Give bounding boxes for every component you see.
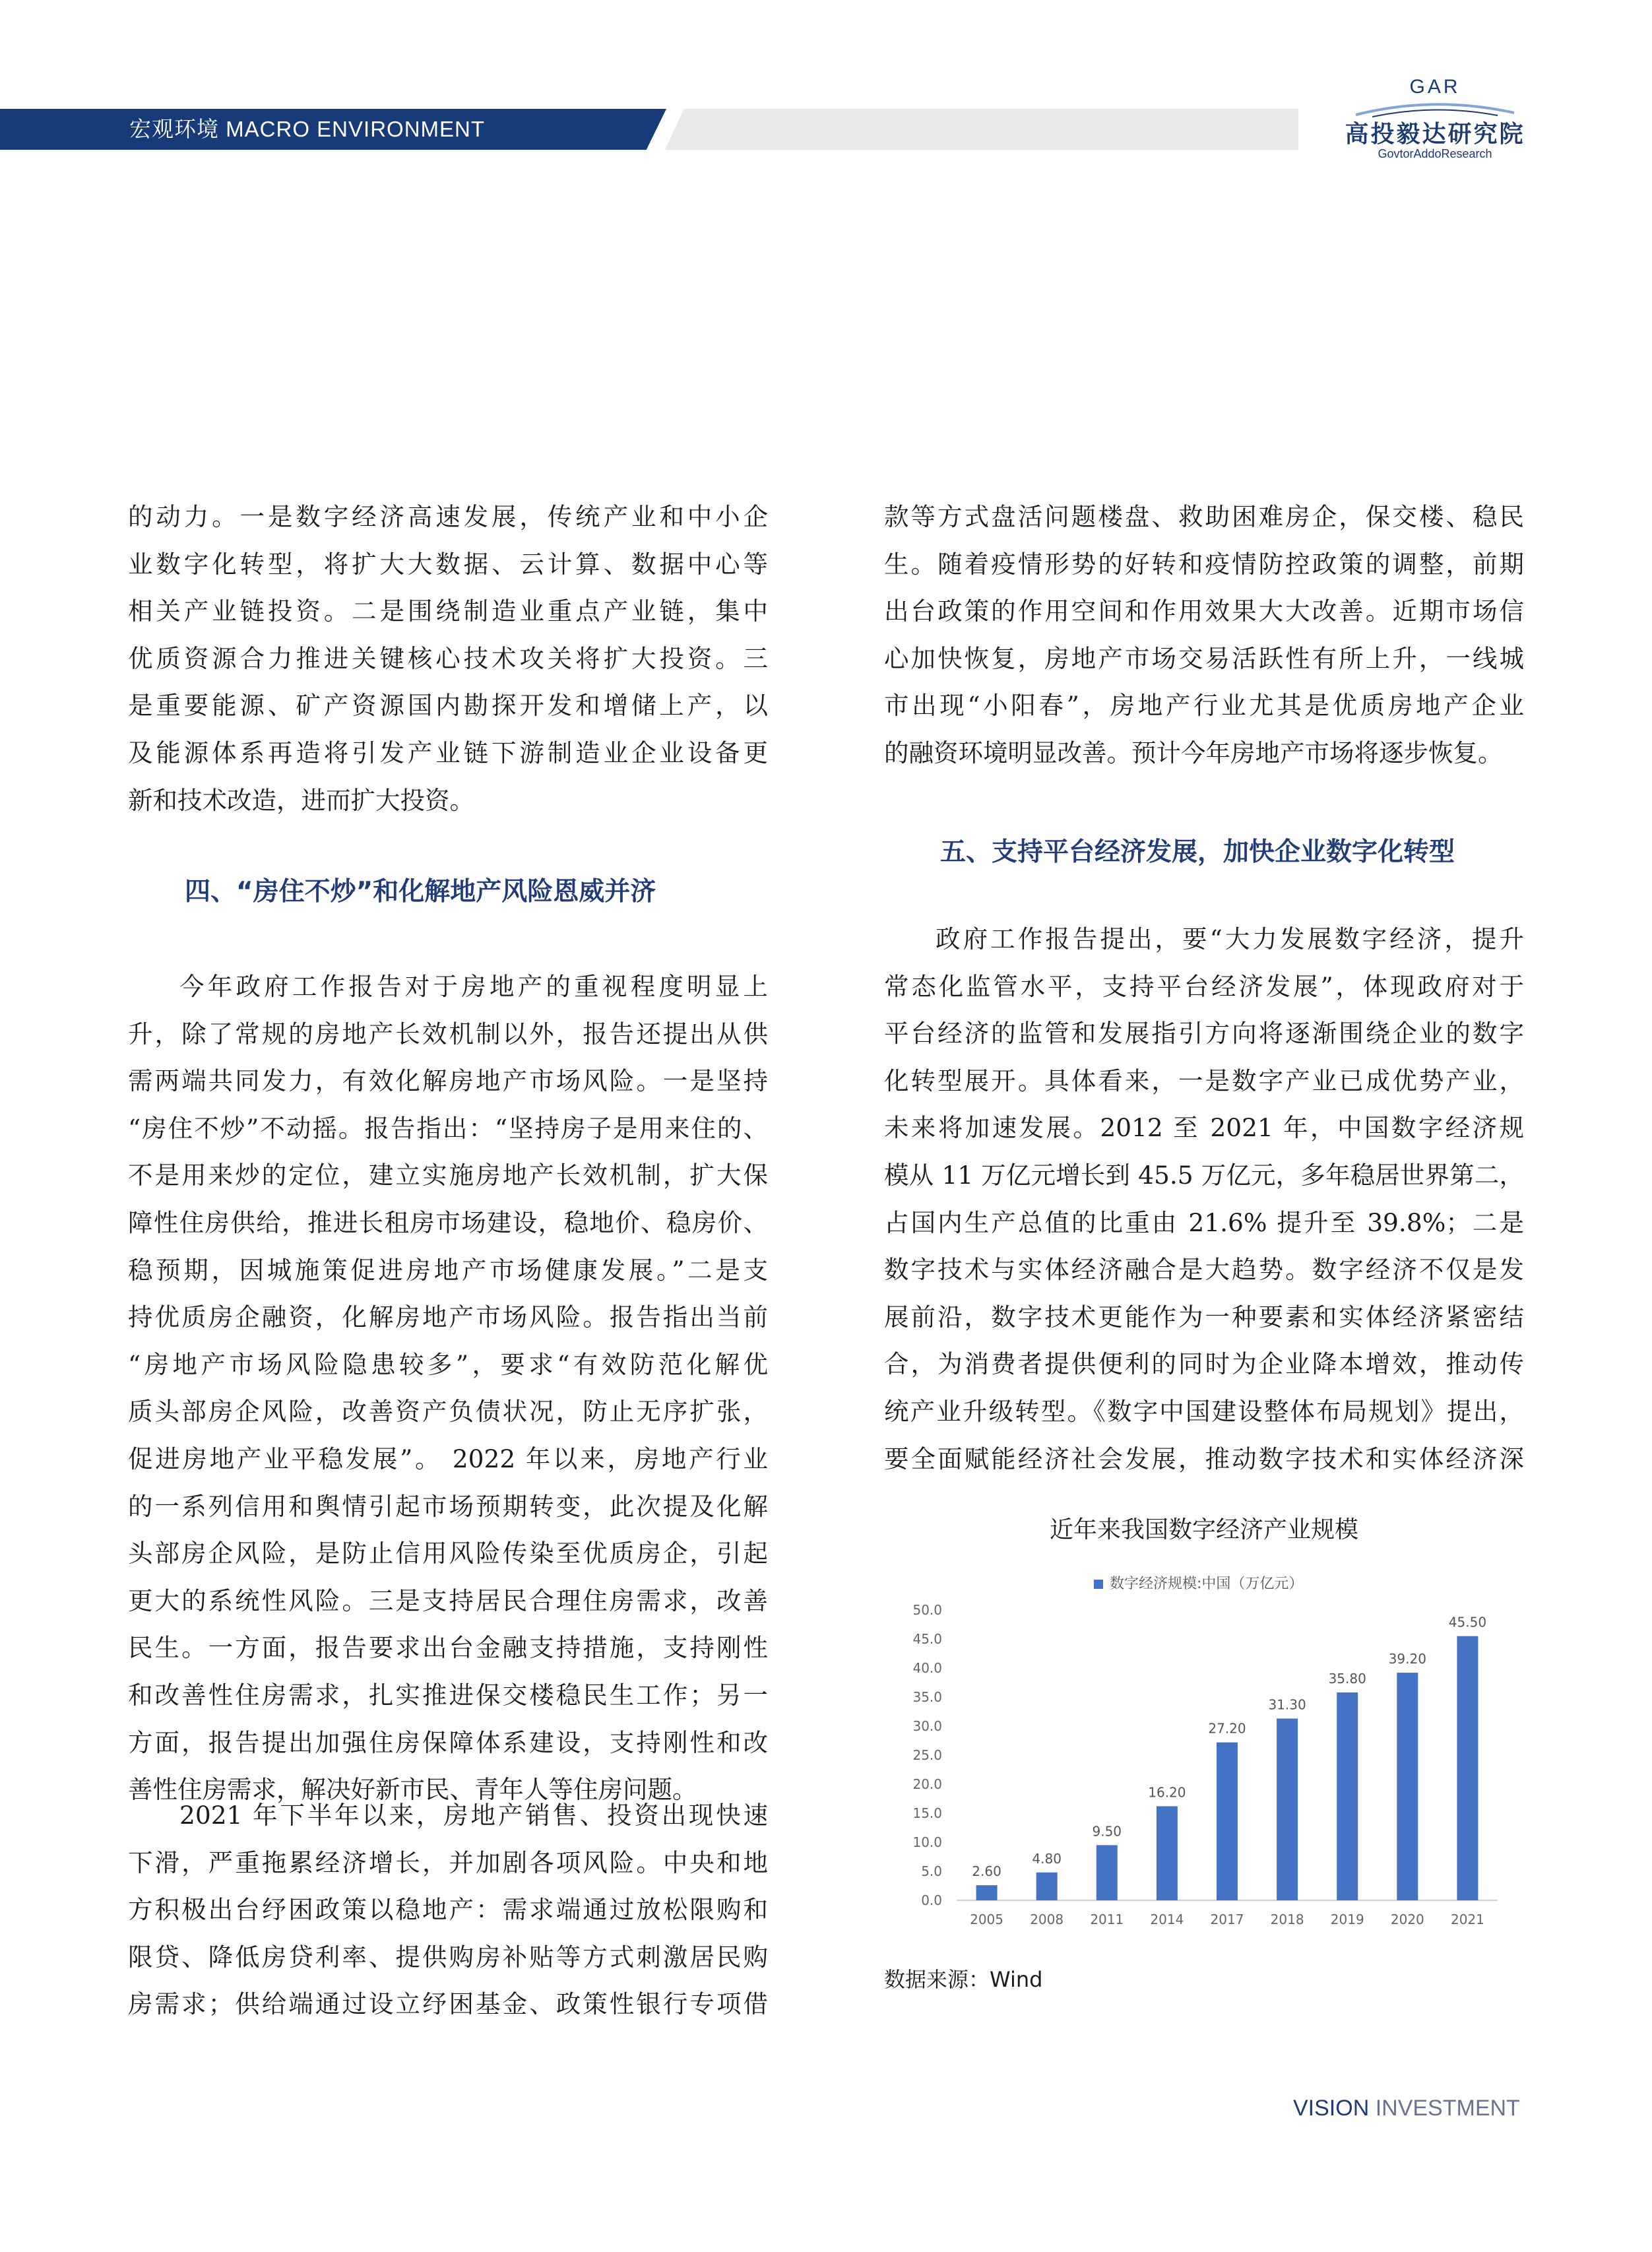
text-line: 促进房地产业平稳发展”。 2022 年以来，房地产行业: [128, 1444, 768, 1473]
text-line: 出台政策的作用空间和作用效果大大改善。近期市场信: [884, 596, 1524, 626]
text-line: 要全面赋能经济社会发展，推动数字技术和实体经济深: [884, 1444, 1524, 1473]
text-line: 今年政府工作报告对于房地产的重视程度明显上: [179, 972, 768, 1001]
footer-brand-light: INVESTMENT: [1369, 2096, 1520, 2121]
text-line: 优质资源合力推进关键核心技术攻关将扩大投资。三: [128, 643, 768, 673]
text-line: 新和技术改造，进而扩大投资。: [128, 785, 474, 815]
x-tick-label: 2014: [1150, 1912, 1184, 1927]
text-line: 生。随着疫情形势的好转和疫情防控政策的调整，前期: [884, 549, 1524, 579]
text-line: 方积极出台纾困政策以稳地产：需求端通过放松限购和: [128, 1895, 768, 1925]
footer-brand-strong: VISION: [1293, 2096, 1370, 2121]
y-tick-label: 45.0: [912, 1631, 942, 1647]
logo-name-cn: 高投毅达研究院: [1345, 121, 1525, 148]
bar-value-label: 9.50: [1092, 1823, 1122, 1840]
text-line: 展前沿，数字技术更能作为一种要素和实体经济紧密结: [884, 1302, 1524, 1332]
bar-value-label: 45.50: [1448, 1614, 1487, 1630]
text-line: 心加快恢复，房地产市场交易活跃性有所上升，一线城: [884, 643, 1524, 673]
text-line: 方面，报告提出加强住房保障体系建设，支持刚性和改: [128, 1727, 768, 1757]
y-tick-label: 20.0: [912, 1776, 942, 1792]
right-paragraph-2: [884, 916, 1524, 1483]
text-line: 需两端共同发力，有效化解房地产市场风险。一是坚持: [128, 1066, 768, 1096]
header-gray-band: [665, 109, 1298, 150]
text-line: 业数字化转型，将扩大大数据、云计算、数据中心等: [128, 549, 768, 579]
text-line: 民生。一方面，报告要求出台金融支持措施，支持刚性: [128, 1633, 768, 1663]
text-line: “房地产市场风险隐患较多”，要求“有效防范化解优: [128, 1349, 768, 1379]
left-paragraph-3: [128, 1792, 768, 2028]
y-tick-label: 5.0: [921, 1863, 942, 1879]
bar: [1157, 1806, 1178, 1900]
text-line: 2021 年下半年以来，房地产销售、投资出现快速: [179, 1801, 768, 1830]
text-line: 的融资环境明显改善。预计今年房地产市场将逐步恢复。: [884, 738, 1503, 767]
bar: [1217, 1743, 1238, 1900]
bar: [1457, 1636, 1478, 1900]
bar-value-label: 27.20: [1208, 1720, 1246, 1737]
text-line: 款等方式盘活问题楼盘、救助困难房企，保交楼、稳民: [884, 502, 1524, 531]
text-line: 善性住房需求，解决好新市民、青年人等住房问题。: [128, 1775, 697, 1805]
text-line: 平台经济的监管和发展指引方向将逐渐围绕企业的数字: [884, 1019, 1524, 1048]
text-line: 占国内生产总值的比重由 21.6% 提升至 39.8%；二是: [884, 1207, 1524, 1237]
data-source: 数据来源：Wind: [884, 1967, 1043, 1992]
bar-chart: [884, 1570, 1524, 1940]
text-line: 升，除了常规的房地产长效机制以外，报告还提出从供: [128, 1019, 768, 1048]
bar: [1036, 1873, 1058, 1900]
x-tick-label: 2018: [1270, 1912, 1304, 1927]
x-tick-label: 2019: [1330, 1912, 1364, 1927]
y-tick-label: 40.0: [912, 1660, 942, 1676]
y-tick-label: 35.0: [912, 1689, 942, 1705]
section-label: 宏观环境 MACRO ENVIRONMENT: [129, 117, 486, 141]
x-tick-label: 2005: [970, 1912, 1004, 1927]
text-line: 合，为消费者提供便利的同时为企业降本增效，推动传: [884, 1349, 1524, 1379]
bar-value-label: 39.20: [1388, 1651, 1426, 1667]
x-tick-label: 2008: [1030, 1912, 1064, 1927]
logo-name-en: GovtorAddoResearch: [1378, 147, 1492, 160]
text-line: 和改善性住房需求，扎实推进保交楼稳民生工作；另一: [128, 1680, 768, 1710]
text-line: 更大的系统性风险。三是支持居民合理住房需求，改善: [128, 1586, 768, 1615]
gar-logo: [1326, 76, 1544, 165]
y-tick-label: 30.0: [912, 1718, 942, 1734]
x-tick-label: 2017: [1210, 1912, 1244, 1927]
y-tick-label: 25.0: [912, 1747, 942, 1763]
text-line: 未来将加速发展。2012 至 2021 年，中国数字经济规: [884, 1113, 1524, 1143]
chart-title: 近年来我国数字经济产业规模: [1049, 1516, 1358, 1543]
text-line: 数字技术与实体经济融合是大趋势。数字经济不仅是发: [884, 1255, 1524, 1285]
bar: [1277, 1719, 1298, 1900]
y-tick-label: 50.0: [912, 1602, 942, 1618]
bar-value-label: 2.60: [972, 1863, 1001, 1880]
text-line: 常态化监管水平，支持平台经济发展”，体现政府对于: [884, 971, 1524, 1001]
footer-brand: [1293, 2096, 1520, 2121]
text-line: 不是用来炒的定位，建立实施房地产长效机制，扩大保: [128, 1161, 768, 1190]
legend-label: 数字经济规模:中国（万亿元）: [1110, 1576, 1304, 1592]
text-line: 稳预期，因城施策促进房地产市场健康发展。”二是支: [128, 1255, 768, 1285]
text-line: 障性住房供给，推进长租房市场建设，稳地价、稳房价、: [128, 1207, 768, 1237]
text-line: 是重要能源、矿产资源国内勘探开发和增储上产，以: [128, 691, 768, 721]
text-line: 的动力。一是数字经济高速发展，传统产业和中小企: [128, 502, 768, 531]
y-tick-label: 15.0: [912, 1805, 942, 1821]
text-line: 房需求；供给端通过设立纾困基金、政策性银行专项借: [128, 1989, 768, 2019]
bar-value-label: 31.30: [1268, 1696, 1306, 1713]
left-paragraph-2: [128, 963, 768, 1814]
left-column: [128, 494, 768, 824]
text-line: 限贷、降低房贷利率、提供购房补贴等方式刺激居民购: [128, 1942, 768, 1972]
text-line: 持优质房企融资，化解房地产市场风险。报告指出当前: [128, 1303, 768, 1332]
bar: [1096, 1845, 1118, 1900]
bar-value-label: 4.80: [1032, 1850, 1062, 1867]
section-heading-4: 四、“房住不炒”和化解地产风险恩威并济: [185, 877, 656, 907]
bar: [1397, 1673, 1418, 1900]
text-line: 相关产业链投资。二是围绕制造业重点产业链，集中: [128, 596, 768, 626]
text-line: 化转型展开。具体看来，一是数字产业已成优势产业，: [884, 1066, 1524, 1095]
x-tick-label: 2021: [1450, 1912, 1484, 1927]
logo-abbr: GAR: [1409, 76, 1461, 98]
text-line: 头部房企风险，是防止信用风险传染至优质房企，引起: [128, 1539, 768, 1568]
legend-swatch: [1094, 1580, 1103, 1589]
bar-value-label: 16.20: [1148, 1784, 1186, 1801]
text-line: 及能源体系再造将引发产业链下游制造业企业设备更: [128, 738, 768, 767]
text-line: 的一系列信用和舆情引起市场预期转变，此次提及化解: [128, 1491, 768, 1521]
x-tick-label: 2011: [1090, 1912, 1124, 1927]
text-line: 质头部房企风险，改善资产负债状况，防止无序扩张，: [128, 1397, 768, 1427]
x-tick-label: 2020: [1390, 1912, 1424, 1927]
y-tick-label: 10.0: [912, 1834, 942, 1850]
bar: [1337, 1692, 1358, 1900]
bar-value-label: 35.80: [1328, 1670, 1366, 1687]
text-line: 政府工作报告提出，要“大力发展数字经济，提升: [936, 924, 1524, 953]
text-line: 统产业升级转型。《数字中国建设整体布局规划》提出，: [884, 1396, 1524, 1426]
right-paragraph-1: [884, 494, 1524, 777]
y-tick-label: 0.0: [921, 1892, 942, 1908]
text-line: “房住不炒”不动摇。报告指出：“坚持房子是用来住的、: [128, 1113, 768, 1143]
left-paragraph-1: [128, 494, 768, 824]
bar: [976, 1885, 998, 1900]
text-line: 市出现“小阳春”，房地产行业尤其是优质房地产企业: [884, 691, 1524, 721]
text-line: 模从 11 万亿元增长到 45.5 万亿元，多年稳居世界第二，: [884, 1160, 1524, 1190]
section-heading-5: 五、支持平台经济发展，加快企业数字化转型: [940, 837, 1455, 867]
text-line: 下滑，严重拖累经济增长，并加剧各项风险。中央和地: [128, 1848, 768, 1877]
